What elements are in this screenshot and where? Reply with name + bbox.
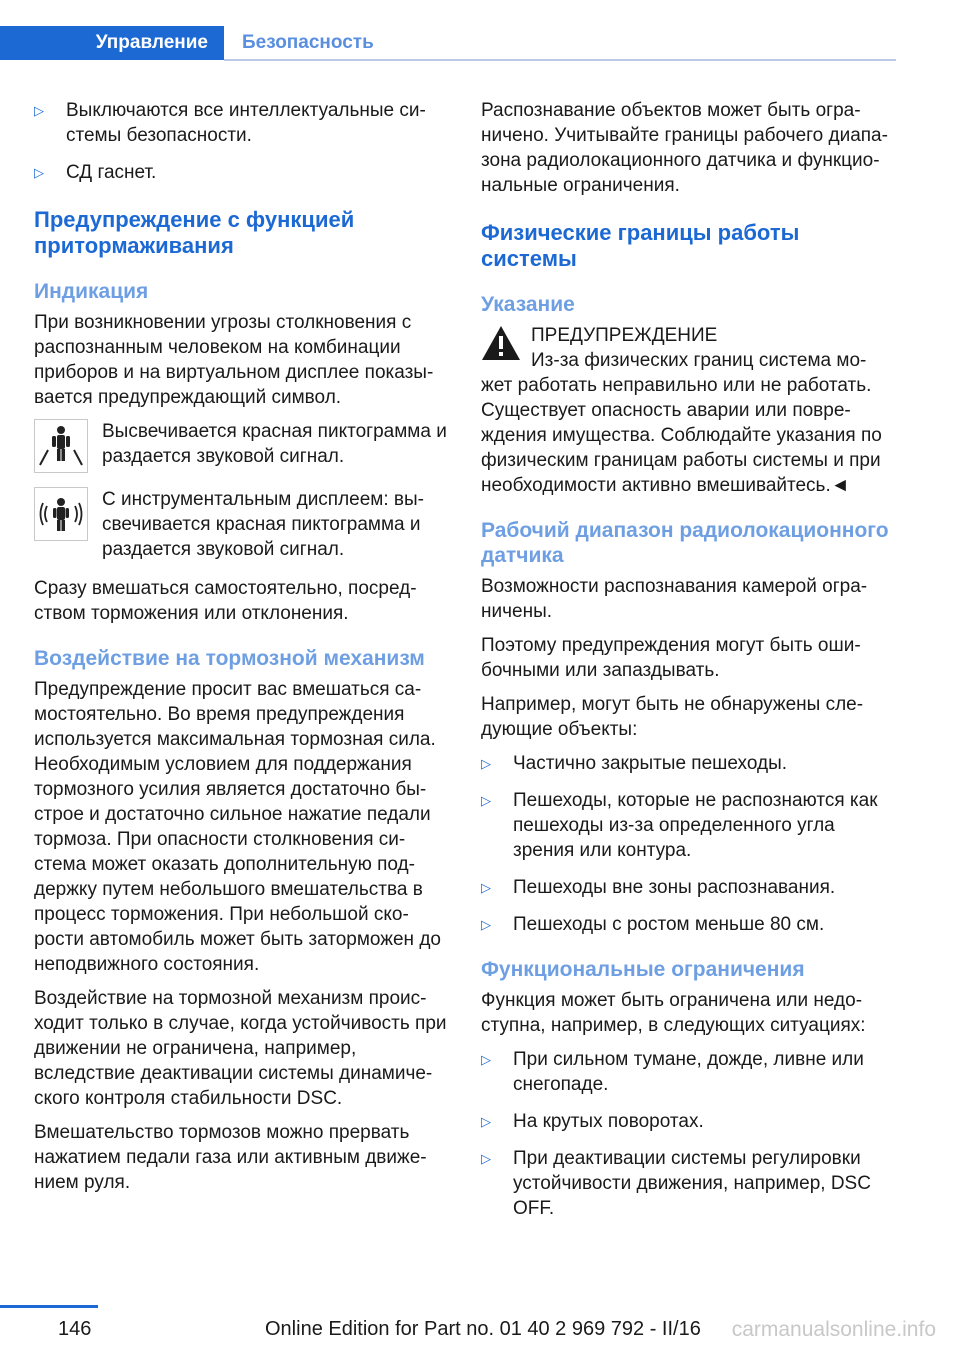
paragraph: Возможности распознавания камерой огра-ничены. <box>481 576 868 622</box>
warning-text: жет работать неправильно или не работать. Существует опасность аварии или повре-ждения имущества. Соблюдайте указания по физическим границам работы системы и при необходимости активно вмешивайтесь.◄ <box>481 375 882 496</box>
list-item: ▷ При сильном тумане, дожде, ливне или снегопаде. <box>481 1049 864 1095</box>
list-item: ▷ Выключаются все интеллектуальные си-стемы безопасности. <box>34 100 426 146</box>
subsection-heading: Указание <box>481 293 575 316</box>
pedestrian-warning-icon <box>34 419 88 473</box>
paragraph: Сразу вмешаться самостоятельно, посред-ством торможения или отклонения. <box>34 578 417 624</box>
list-item: ▷ Пешеходы с ростом меньше 80 см. <box>481 914 825 935</box>
icon-description: С инструментальным дисплеем: вы-свечивается красная пиктограмма и раздается звуковой сигнал. <box>102 489 425 560</box>
right-column <box>481 98 901 1233</box>
warning-triangle-icon <box>481 325 521 366</box>
header-divider <box>224 59 896 61</box>
watermark: carmanualsonline.info <box>731 1318 936 1341</box>
bullet-arrow-icon: ▷ <box>34 165 44 180</box>
list-item: ▷ Частично закрытые пешеходы. <box>481 753 788 774</box>
section-tab-safety: Безопасность <box>242 32 374 53</box>
edition-line: Online Edition for Part no. 01 40 2 969 792 - II/16 <box>265 1318 701 1340</box>
bullet-arrow-icon: ▷ <box>481 793 491 808</box>
list-item: ▷ СД гаснет. <box>34 162 157 183</box>
page-header <box>0 26 896 62</box>
icon-row <box>34 419 454 473</box>
section-heading: Физические границы работы системы <box>481 220 800 271</box>
bullet-arrow-icon: ▷ <box>481 1052 491 1067</box>
section-tab-control: Управление <box>0 26 224 60</box>
paragraph: Воздействие на тормозной механизм проис-ходит только в случае, когда устойчивость при движении не ограничена, например, вследствие деактивации системы динамиче-ского контроля стабильности DSC. <box>34 988 447 1109</box>
warning-text: Из-за физических границ система мо- <box>531 350 867 371</box>
subsection-heading: Воздействие на тормозной механизм <box>34 647 425 670</box>
subsection-heading: Рабочий диапазон радиолокационного датчика <box>481 519 889 567</box>
paragraph: При возникновении угрозы столкновения с распознанным человеком на комбинации приборов и на виртуальном дисплее показы-вается предупреждающий символ. <box>34 312 434 408</box>
list-item: ▷ На крутых поворотах. <box>481 1111 704 1132</box>
icon-row <box>34 487 454 562</box>
bullet-arrow-icon: ▷ <box>481 1151 491 1166</box>
paragraph: Поэтому предупреждения могут быть оши-бочными или запаздывать. <box>481 635 861 681</box>
bullet-arrow-icon: ▷ <box>481 1114 491 1129</box>
bullet-arrow-icon: ▷ <box>481 880 491 895</box>
paragraph: Предупреждение просит вас вмешаться са-мостоятельно. Во время предупреждения используется максимальная тормозная сила. Необходимым условием для поддержания тормозного усилия является достаточно бы-строе и достаточно сильное нажатие педали тормоза. При опасности столкновения си-стема может оказать дополнительную под-держку путем небольшого вмешательства в процесс торможения. При небольшой ско-рости автомобиль может быть заторможен до неподвижного состояния. <box>34 679 441 975</box>
subsection-heading: Индикация <box>34 280 149 303</box>
list-item: ▷ Пешеходы вне зоны распознавания. <box>481 877 836 898</box>
paragraph: Распознавание объектов может быть огра-ничено. Учитывайте границы рабочего диапа-зона радиолокационного датчика и функцио-нальные ограничения. <box>481 100 888 196</box>
paragraph: Вмешательство тормозов можно прервать нажатием педали газа или активным движе-нием руля. <box>34 1122 427 1193</box>
bullet-arrow-icon: ▷ <box>34 103 44 118</box>
warning-block <box>481 323 901 498</box>
list-item: ▷ Пешеходы, которые не распознаются как пешеходы из-за определенного угла зрения или контура. <box>481 790 878 861</box>
bullet-arrow-icon: ▷ <box>481 917 491 932</box>
section-heading: Предупреждение с функцией притормаживания <box>34 207 355 258</box>
page-number: 146 <box>58 1318 92 1340</box>
paragraph: Функция может быть ограничена или недо-ступна, например, в следующих ситуациях: <box>481 990 866 1036</box>
left-column <box>34 98 454 1204</box>
footer-divider <box>0 1305 98 1308</box>
pedestrian-alert-icon <box>34 487 88 541</box>
icon-description: Высвечивается красная пиктограмма и раздается звуковой сигнал. <box>102 421 447 467</box>
subsection-heading: Функциональные ограничения <box>481 958 805 981</box>
paragraph: Например, могут быть не обнаружены сле-дующие объекты: <box>481 694 864 740</box>
warning-title: ПРЕДУПРЕЖДЕНИЕ <box>531 325 718 346</box>
list-item: ▷ При деактивации системы регулировки устойчивости движения, например, DSC OFF. <box>481 1148 871 1219</box>
bullet-arrow-icon: ▷ <box>481 756 491 771</box>
